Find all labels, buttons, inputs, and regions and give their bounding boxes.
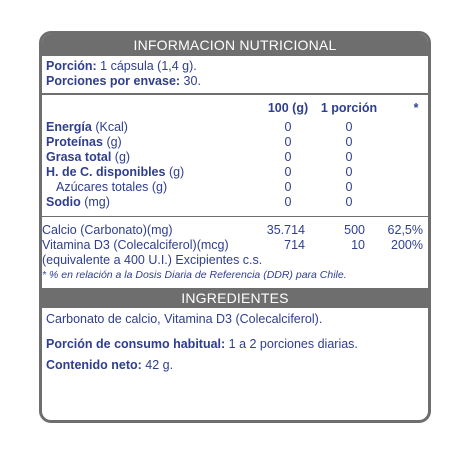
label-title: INFORMACION NUTRICIONAL [42, 34, 428, 56]
constituents-section [39, 216, 431, 288]
table-row [46, 165, 424, 180]
constituent-name: Calcio (Carbonato)(mg) [42, 223, 173, 237]
table-row [46, 180, 424, 195]
table-row [46, 120, 424, 135]
table-row [46, 195, 424, 210]
col-header-100g: 100 (g) [267, 101, 309, 115]
nutrition-label [39, 31, 431, 423]
constituent-row [42, 223, 428, 238]
value-100g: 0 [284, 165, 292, 179]
value-100g: 714 [284, 238, 305, 252]
constituent-row [42, 238, 428, 253]
table-row [46, 135, 424, 150]
portion-value: 1 cápsula (1,4 g). [96, 59, 197, 73]
value-100g: 35.714 [266, 223, 305, 237]
portions-per-pack-line [46, 74, 424, 89]
value-portion: 0 [345, 120, 353, 134]
value-100g: 0 [284, 180, 292, 194]
table-header-row [46, 101, 424, 116]
col-header-portion: 1 porción [320, 101, 378, 115]
value-100g: 0 [284, 195, 292, 209]
nutrient-name: Sodio (mg) [46, 195, 110, 209]
habitual-portion [42, 327, 428, 358]
nutrient-name: Grasa total (g) [46, 150, 131, 164]
nutrient-name: Proteínas (g) [46, 135, 122, 149]
value-portion: 10 [351, 238, 365, 252]
value-100g: 0 [284, 120, 292, 134]
ingredients-text: Carbonato de calcio, Vitamina D3 (Colecalciferol). [46, 312, 323, 326]
net-content [42, 358, 428, 373]
nutrient-table [42, 95, 428, 216]
net-content-label: Contenido neto: [46, 358, 142, 372]
value-100g: 0 [284, 135, 292, 149]
portions-per-pack-label: Porciones por envase: [46, 74, 181, 88]
ddr-footnote: * % en relación a la Dosis Diaria de Referencia (DDR) para Chile. [42, 269, 347, 281]
net-content-value: 42 g. [141, 358, 174, 372]
ingredients-title: INGREDIENTES [42, 288, 428, 308]
portion-info [42, 56, 428, 95]
value-ddr: 62,5% [387, 223, 423, 237]
nutrient-name: Azúcares totales (g) [56, 180, 168, 194]
value-portion: 0 [345, 135, 353, 149]
value-portion: 0 [345, 165, 353, 179]
value-portion: 0 [345, 150, 353, 164]
value-portion: 0 [345, 180, 353, 194]
table-row [46, 150, 424, 165]
constituent-name: Vitamina D3 (Colecalciferol)(mcg) [42, 238, 229, 252]
portion-label: Porción: [46, 59, 97, 73]
habitual-portion-label: Porción de consumo habitual: [46, 337, 226, 351]
portion-line [46, 59, 424, 74]
value-100g: 0 [284, 150, 292, 164]
col-header-ddr: * [413, 101, 419, 115]
portions-per-pack-value: 30. [180, 74, 201, 88]
habitual-portion-value: 1 a 2 porciones diarias. [225, 337, 358, 351]
value-portion: 500 [344, 223, 365, 237]
nutrient-name: Energía (Kcal) [46, 120, 128, 134]
nutrient-name: H. de C. disponibles (g) [46, 165, 185, 179]
equivalence-text: (equivalente a 400 U.I.) Excipientes c.s. [42, 253, 263, 267]
value-portion: 0 [345, 195, 353, 209]
value-ddr: 200% [391, 238, 423, 252]
